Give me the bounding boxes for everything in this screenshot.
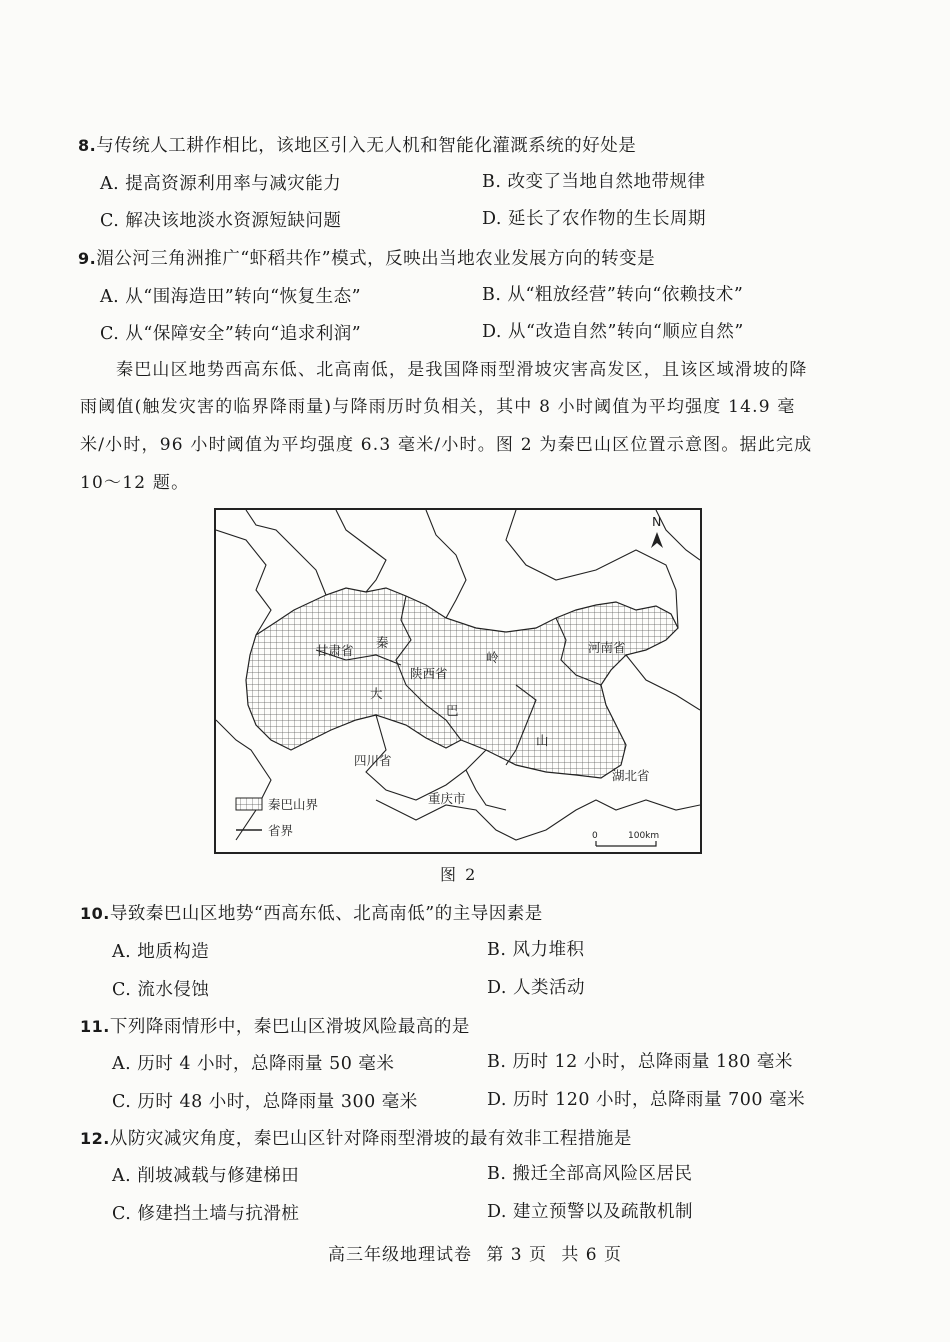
option-c: C. 解决该地淡水资源短缺问题 <box>100 211 342 231</box>
option-b: B. 从“粗放经营”转向“依赖技术” <box>482 285 744 305</box>
figure-caption: 图 2 <box>440 865 478 884</box>
question-stem: 下列降雨情形中，秦巴山区滑坡风险最高的是 <box>109 1017 470 1037</box>
label-da: 大 <box>370 686 383 701</box>
question-11 <box>80 1013 470 1038</box>
option-a: A. 从“围海造田”转向“恢复生态” <box>100 287 362 307</box>
option-c: C. 历时 48 小时，总降雨量 300 毫米 <box>112 1092 418 1112</box>
option-d: D. 人类活动 <box>487 978 586 998</box>
question-9 <box>78 245 655 270</box>
passage-line: 10～12 题。 <box>80 473 190 493</box>
option-a: A. 削坡减载与修建梯田 <box>112 1166 300 1186</box>
legend-area-label: 秦巴山界 <box>268 797 319 812</box>
option-c: C. 修建挡土墙与抗滑桩 <box>112 1204 300 1224</box>
option-b: B. 风力堆积 <box>487 940 585 960</box>
qinba-location-map <box>214 508 702 854</box>
question-number: 9. <box>78 249 97 268</box>
north-arrow-icon <box>651 532 663 548</box>
question-8 <box>78 132 636 157</box>
label-qin: 秦 <box>376 635 389 650</box>
page-footer <box>0 1240 950 1265</box>
question-number: 12. <box>80 1129 110 1148</box>
label-chongqing: 重庆市 <box>428 791 466 806</box>
legend-border-label: 省界 <box>268 823 294 838</box>
label-henan: 河南省 <box>588 640 626 655</box>
option-c: C. 从“保障安全”转向“追求利润” <box>100 324 362 344</box>
option-b: B. 改变了当地自然地带规律 <box>482 172 706 192</box>
label-sichuan: 四川省 <box>354 753 392 768</box>
option-b: B. 搬迁全部高风险区居民 <box>487 1164 693 1184</box>
passage-line: 雨阈值(触发灾害的临界降雨量)与降雨历时负相关，其中 8 小时阈值为平均强度 14.9 毫 <box>80 397 796 417</box>
option-a: A. 历时 4 小时，总降雨量 50 毫米 <box>112 1054 395 1074</box>
scale-zero: 0 <box>592 831 598 841</box>
option-d: D. 建立预警以及疏散机制 <box>487 1202 694 1222</box>
question-stem: 湄公河三角洲推广“虾稻共作”模式，反映出当地农业发展方向的转变是 <box>96 249 656 269</box>
question-number: 10. <box>80 904 110 923</box>
label-ling: 岭 <box>486 650 499 665</box>
footer-title: 高三年级地理试卷 <box>327 1245 472 1265</box>
option-a: A. 提高资源利用率与减灾能力 <box>100 174 342 194</box>
scale-bar <box>596 841 656 846</box>
question-12 <box>80 1125 632 1150</box>
label-hubei: 湖北省 <box>612 768 650 783</box>
footer-total-pages: 共 6 页 <box>561 1245 623 1265</box>
question-stem: 导致秦巴山区地势“西高东低、北高南低”的主导因素是 <box>109 904 543 924</box>
label-ba: 巴 <box>446 703 459 718</box>
question-10 <box>80 900 543 925</box>
option-d: D. 从“改造自然”转向“顺应自然” <box>482 322 744 342</box>
question-stem: 与传统人工耕作相比，该地区引入无人机和智能化灌溉系统的好处是 <box>96 136 637 156</box>
option-c: C. 流水侵蚀 <box>112 980 210 1000</box>
scale-length: 100km <box>628 831 660 841</box>
question-stem: 从防灾减灾角度，秦巴山区针对降雨型滑坡的最有效非工程措施是 <box>109 1129 632 1149</box>
label-shaanxi: 陕西省 <box>410 666 448 681</box>
north-label: N <box>652 514 662 529</box>
option-d: D. 历时 120 小时，总降雨量 700 毫米 <box>487 1090 806 1110</box>
qinba-region <box>246 588 678 778</box>
question-number: 8. <box>78 136 97 155</box>
option-a: A. 地质构造 <box>112 942 210 962</box>
question-number: 11. <box>80 1017 110 1036</box>
footer-page-number: 第 3 页 <box>486 1245 547 1265</box>
option-b: B. 历时 12 小时，总降雨量 180 毫米 <box>487 1052 793 1072</box>
passage-line: 秦巴山区地势西高东低、北高南低，是我国降雨型滑坡灾害高发区，且该区域滑坡的降 <box>116 360 808 380</box>
passage-line: 米/小时，96 小时阈值为平均强度 6.3 毫米/小时。图 2 为秦巴山区位置示意图。据此完成 <box>80 435 813 455</box>
label-gansu: 甘肃省 <box>316 643 354 658</box>
legend-swatch-area <box>236 798 262 810</box>
label-shan: 山 <box>536 733 549 748</box>
option-d: D. 延长了农作物的生长周期 <box>482 209 707 229</box>
